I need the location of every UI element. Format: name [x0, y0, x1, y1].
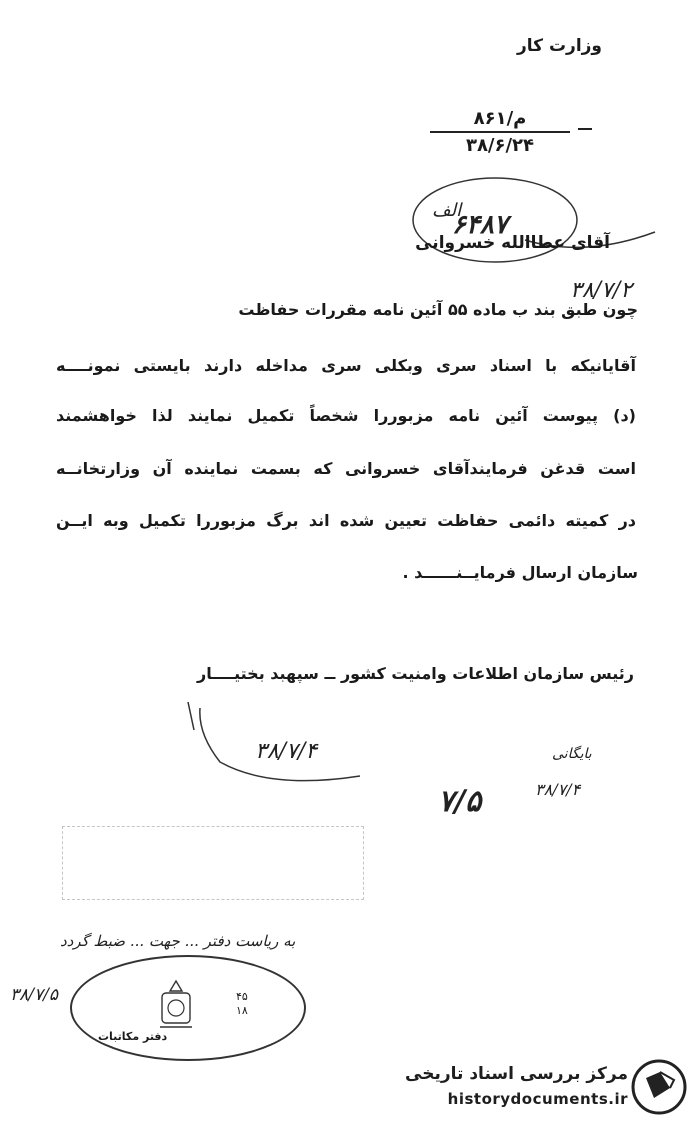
office-stamp: [70, 955, 306, 1061]
signatory-line: رئیس سازمان اطلاعات وامنیت کشور ــ سپهبد بختیــــار: [197, 664, 634, 683]
handwritten-top-number: ۶۴۸۷: [452, 210, 508, 240]
body-line-1: چون طبق بند ب ماده ۵۵ آئین نامه مقررات حفاظت: [238, 300, 638, 319]
reference-divider: [430, 131, 570, 133]
body-line-3: (د) پیوست آئین نامه مزبوررا شخصاً تکمیل نمایند لذا خواهشمند: [56, 406, 636, 425]
handwritten-stamp-date: ۳۸/۷/۵: [10, 985, 58, 1005]
reference-date: ۳۸/۶/۲۴: [465, 135, 535, 156]
reference-block: [430, 108, 570, 156]
stamp-number-1: ۴۵: [236, 990, 248, 1003]
handwritten-big-number: ۷/۵: [438, 784, 482, 819]
body-line-4: است قدغن فرمایندآقای خسروانی که بسمت نماینده آن وزارتخانــه: [56, 459, 636, 478]
body-line-5: در کمیته دائمی حفاظت تعیین شده اند برگ مزبوررا تکمیل وبه ایــن: [56, 511, 636, 530]
handwritten-date-2: ۳۸/۷/۴: [535, 780, 581, 799]
watermark-url: historydocuments.ir: [447, 1090, 628, 1108]
handwritten-margin-date: ۳۸/۷/۲: [570, 278, 633, 303]
body-line-2: آقایانیکه با اسناد سری وبکلی سری مداخله دارند بایستی نمونــــه: [56, 356, 636, 375]
handwritten-date-1: ۳۸/۷/۴: [255, 739, 318, 764]
body-line-6: سازمان ارسال فرمایــنــــــد .: [402, 563, 638, 582]
handwritten-alef: الف: [432, 200, 462, 221]
ministry-heading: وزارت کار: [516, 36, 602, 56]
crest-icon: [152, 977, 200, 1037]
archive-logo-icon: [630, 1058, 688, 1116]
stamp-label: دفتر مکاتبات: [98, 1030, 168, 1043]
stamp-number-2: ۱۸: [236, 1004, 248, 1017]
handwritten-approve: بایگانی: [552, 746, 592, 762]
stamp-numbers: [236, 990, 248, 1018]
reference-number: م/۸۶۱: [473, 108, 527, 129]
reference-dash: [578, 128, 592, 130]
handwritten-bottom-note: به ریاست دفتر ... جهت ... ضبط گردد: [60, 932, 296, 950]
watermark-title: مرکز بررسی اسناد تاریخی: [405, 1064, 628, 1084]
faint-dashed-box: [62, 826, 364, 900]
recipient-salutation: آقای عطاالله خسروانی: [415, 233, 610, 253]
